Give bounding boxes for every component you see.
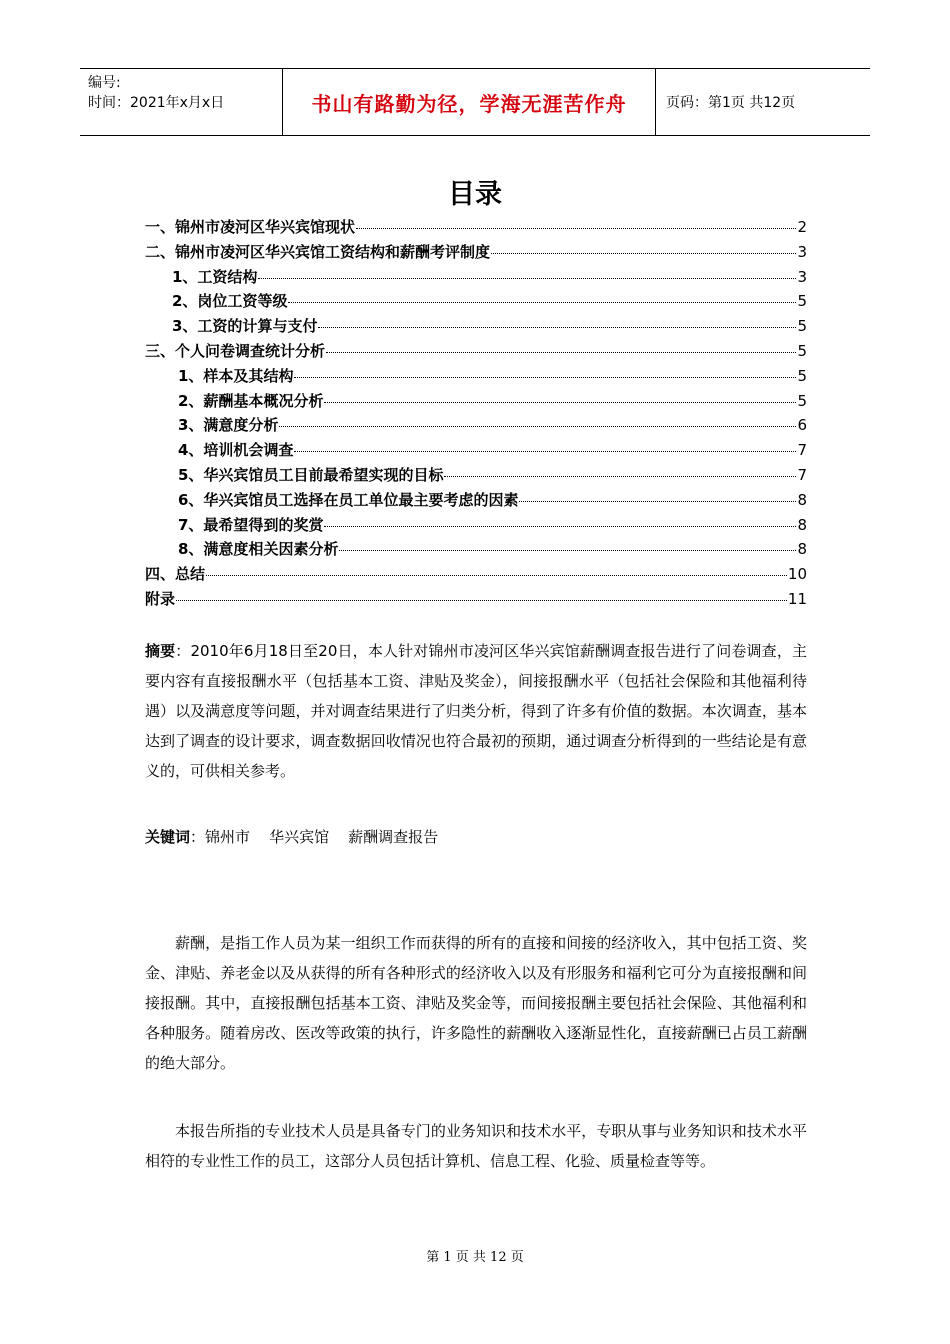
page-header [80, 68, 870, 136]
toc-leader [444, 476, 796, 477]
toc-entry[interactable] [145, 489, 807, 514]
document-time: 时间：2021年x月x日 [88, 95, 225, 111]
toc-entry-label: 2、薪酬基本概况分析 [178, 391, 324, 410]
toc-entry-page: 6 [797, 416, 807, 435]
toc-entry-page: 2 [797, 218, 807, 236]
body-paragraph-1: 薪酬，是指工作人员为某一组织工作而获得的所有的直接和间接的经济收入，其中包括工资、奖金、津贴、养老金以及从获得的所有各种形式的经济收入以及有形服务和福利它可分为直接报酬和间接报酬。其中，直接报酬包括基本工资、津贴及奖金等，而间接报酬主要包括社会保险、其他福利和各种服务。随着房改、医改等政策的执行，许多隐性的薪酬收入逐渐显性化，直接薪酬已占员工薪酬的绝大部分。 [145, 934, 807, 1072]
toc-entry-page: 3 [797, 242, 807, 261]
header-page-info: 页码：第1页 共12页 [666, 95, 796, 111]
toc-entry-page: 8 [797, 540, 807, 559]
toc-entry-label: 附录 [145, 589, 176, 608]
toc-entry-label: 四、总结 [145, 565, 206, 584]
toc-entry-label: 3、工资的计算与支付 [172, 317, 318, 336]
toc-entry-page: 5 [797, 366, 807, 385]
header-motto: 书山有路勤为径，学海无涯苦作舟 [282, 69, 656, 135]
body-paragraph-2: 本报告所指的专业技术人员是具备专门的业务知识和技术水平，专职从事与业务知识和技术水平相符的专业性工作的员工，这部分人员包括计算机、信息工程、化验、质量检查等等。 [145, 1122, 807, 1170]
abstract-label: 摘要 [145, 642, 176, 660]
toc-entry-page: 7 [797, 441, 807, 460]
toc-leader [288, 302, 796, 303]
toc-entry-label: 1、样本及其结构 [178, 366, 294, 385]
toc-leader [294, 377, 796, 378]
toc-leader [324, 526, 796, 527]
toc-entry-label: 3、满意度分析 [178, 416, 279, 435]
toc-entry[interactable] [145, 216, 807, 241]
abstract [145, 636, 807, 786]
header-meta [80, 69, 282, 135]
toc-entry-page: 11 [787, 589, 807, 608]
toc-entry-label: 一、锦州市凌河区华兴宾馆现状 [145, 218, 356, 236]
toc-entry[interactable] [145, 588, 807, 613]
toc-leader [324, 402, 796, 403]
toc-entry-page: 5 [797, 292, 807, 311]
toc-entry-label: 7、最希望得到的奖赏 [178, 515, 324, 534]
toc-entry-label: 二、锦州市凌河区华兴宾馆工资结构和薪酬考评制度 [145, 242, 491, 261]
toc-leader [294, 451, 796, 452]
toc-entry-page: 7 [797, 465, 807, 484]
toc-entry-page: 5 [797, 391, 807, 410]
toc-leader [279, 426, 796, 427]
keywords-text: ：锦州市 华兴宾馆 薪酬调查报告 [190, 828, 439, 846]
toc-entry-page: 3 [797, 267, 807, 286]
toc-entry-label: 8、满意度相关因素分析 [178, 540, 339, 559]
toc-leader [339, 550, 796, 551]
toc-entry[interactable] [145, 514, 807, 539]
toc-leader [318, 327, 796, 328]
toc-leader [176, 600, 787, 601]
toc-leader [491, 253, 796, 254]
toc-entry[interactable] [145, 414, 807, 439]
toc-entry-label: 1、工资结构 [172, 267, 258, 286]
toc-entry[interactable] [145, 390, 807, 415]
keywords [145, 822, 807, 852]
toc-entry[interactable] [145, 315, 807, 340]
toc-entry-label: 2、岗位工资等级 [172, 292, 288, 311]
toc-entry[interactable] [145, 563, 807, 588]
toc-leader [258, 278, 796, 279]
toc-entry[interactable] [145, 241, 807, 266]
abstract-text: ：2010年6月18日至20日，本人针对锦州市凌河区华兴宾馆薪酬调查报告进行了问卷调查，主要内容有直接报酬水平（包括基本工资、津贴及奖金），间接报酬水平（包括社会保险和其他福利待遇）以及满意度等问题，并对调查结果进行了归类分析，得到了许多有价值的数据。本次调查，基本达到了调查的设计要求，调查数据回收情况也符合最初的预期，通过调查分析得到的一些结论是有意义的，可供相关参考。 [145, 642, 807, 780]
toc-entry[interactable] [145, 538, 807, 563]
toc-entry-page: 5 [797, 341, 807, 360]
toc-leader [519, 501, 796, 502]
document-number: 编号: [88, 75, 121, 91]
toc-entry[interactable] [145, 340, 807, 365]
toc-entry[interactable] [145, 266, 807, 291]
toc-entry-label: 6、华兴宾馆员工选择在员工单位最主要考虑的因素 [178, 490, 519, 509]
toc-entry[interactable] [145, 290, 807, 315]
toc-leader [206, 575, 787, 576]
toc-entry-page: 8 [797, 490, 807, 509]
toc-entry-label: 4、培训机会调查 [178, 441, 294, 460]
toc-entry-page: 8 [797, 515, 807, 534]
toc-title: 目录 [448, 179, 502, 210]
toc-entry[interactable] [145, 439, 807, 464]
toc-entry[interactable] [145, 464, 807, 489]
toc-entry-label: 三、个人问卷调查统计分析 [145, 341, 326, 360]
toc-entry-page: 10 [787, 565, 807, 584]
toc-leader [356, 228, 796, 229]
toc-entry-label: 5、华兴宾馆员工目前最希望实现的目标 [178, 465, 444, 484]
toc-leader [326, 352, 796, 353]
toc-entry-page: 5 [797, 317, 807, 336]
table-of-contents [145, 216, 807, 613]
page-footer: 第 1 页 共 12 页 [426, 1250, 524, 1265]
toc-entry[interactable] [145, 365, 807, 390]
keywords-label: 关键词 [145, 828, 191, 846]
